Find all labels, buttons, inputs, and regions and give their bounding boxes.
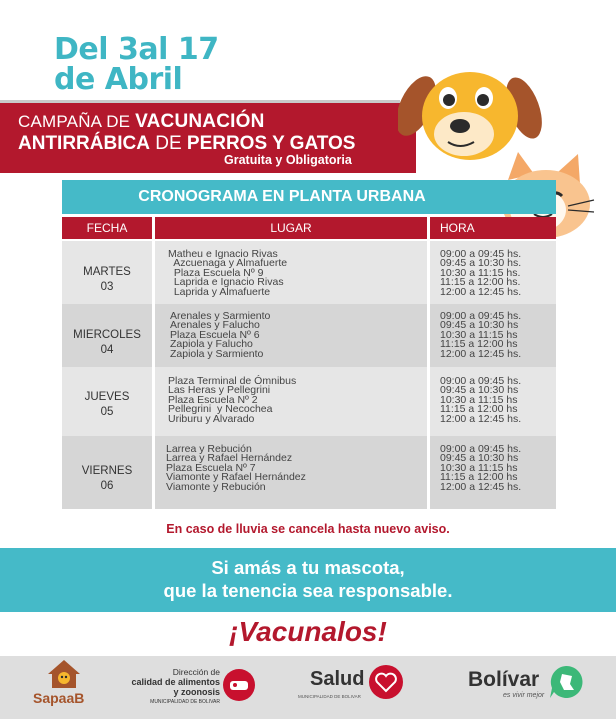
dog-right-eye	[477, 94, 489, 106]
calidad-line2: calidad de alimentos	[131, 677, 220, 687]
campaign-date-line2: de Abril	[54, 62, 183, 97]
bolivar-logo-subtext: es vivir mejor	[503, 692, 545, 699]
campaign-perros-gatos: PERROS Y GATOS	[186, 133, 356, 154]
salud-logo-text: Salud	[310, 668, 365, 690]
row-day-number: 06	[100, 480, 114, 492]
dog-left-eye	[443, 94, 455, 106]
bolivar-logo-text: Bolívar	[468, 668, 540, 691]
sapaab-logo-text: SapaaB	[33, 690, 85, 706]
slogan-line1: Si amás a tu mascota,	[211, 557, 405, 578]
slogan-line2: que la tenencia sea responsable.	[163, 580, 453, 601]
header-fecha: FECHA	[62, 217, 152, 239]
column-divider	[427, 217, 430, 509]
schedule-title: CRONOGRAMA EN PLANTA URBANA	[138, 188, 426, 205]
sapaab-logo-icon	[46, 658, 82, 690]
calidad-line1: Dirección de	[172, 667, 220, 677]
dog-nose	[450, 119, 470, 133]
row-times: 09:00 a 09:45 hs. 09:45 a 10:30 hs 10:30 a 11:15 hs 11:15 a 12:00 hs 12:00 a 12:45 hs.	[440, 310, 522, 360]
calidad-line3: y zoonosis	[173, 687, 220, 697]
row-day-number: 05	[100, 406, 114, 418]
header-lugar: LUGAR	[155, 217, 427, 239]
table-row-day	[62, 390, 152, 420]
campaign-antirrabica: ANTIRRÁBICA	[18, 133, 150, 154]
row-places: Matheu e Ignacio Rivas Azcuenaga y Almafuerte Plaza Escuela Nº 9 Laprida e Ignacio Rivas Laprida y Almafuerte	[168, 248, 288, 298]
calidad-logo-icon	[222, 668, 256, 702]
salud-logo-subtext: MUNICIPALIDAD DE BOLIVAR	[298, 694, 361, 699]
campaign-title-line1	[18, 112, 265, 132]
salud-heart-icon	[368, 664, 404, 700]
campaign-de: DE	[149, 133, 187, 154]
rain-notice: En caso de lluvia se cancela hasta nuevo aviso.	[166, 522, 450, 536]
dog-muzzle	[434, 112, 494, 156]
row-times: 09:00 a 09:45 hs. 09:45 a 10:30 hs. 10:30 a 11:15 hs. 11:15 a 12:00 hs. 12:00 a 12:45 hs.	[440, 248, 522, 298]
row-places: Arenales y Sarmiento Arenales y Falucho Plaza Escuela Nº 6 Zapiola y Falucho Zapiola y Sarmiento	[170, 310, 271, 360]
table-row-day	[62, 464, 152, 494]
campaign-title-prefix: CAMPAÑA DE	[18, 112, 136, 131]
row-times: 09:00 a 09:45 hs. 09:45 a 10:30 hs 10:30 a 11:15 hs 11:15 a 12:00 hs 12:00 a 12:45 hs.	[440, 375, 522, 425]
row-places: Plaza Terminal de Ómnibus Las Heras y Pellegrini Plaza Escuela Nº 2 Pellegrini y Necochea Uriburu y Alvarado	[168, 375, 297, 425]
bolivar-bubble-icon	[548, 664, 584, 700]
row-day-name: VIERNES	[81, 465, 133, 477]
row-day-name: MARTES	[83, 266, 131, 278]
column-divider	[152, 217, 155, 509]
row-day-name: JUEVES	[84, 391, 130, 403]
row-day-number: 03	[100, 281, 114, 293]
campaign-date-line1: Del 3al 17	[54, 32, 219, 67]
table-row-day	[62, 265, 152, 295]
table-row-day	[62, 328, 152, 358]
header-hora: HORA	[430, 217, 556, 239]
calidad-logo-text	[124, 667, 220, 707]
vacunalos-heading: ¡Vacunalos!	[229, 616, 387, 647]
campaign-title-line2	[18, 133, 355, 155]
row-places: Larrea y Rebución Larrea y Rafael Hernández Plaza Escuela Nº 7 Viamonte y Rafael Hernández Viamonte y Rebución	[166, 443, 306, 493]
row-day-name: MIERCOLES	[73, 329, 141, 341]
row-times: 09:00 a 09:45 hs. 09:45 a 10:30 hs 10:30 a 11:15 hs 11:15 a 12:00 hs 12:00 a 12:45 hs.	[440, 443, 522, 493]
campaign-subtitle: Gratuita y Obligatoria	[224, 153, 352, 167]
row-day-number: 04	[100, 344, 114, 356]
campaign-title-bold: VACUNACIÓN	[135, 111, 265, 132]
calidad-line4: MUNICIPALIDAD DE BOLIVAR	[150, 699, 220, 705]
